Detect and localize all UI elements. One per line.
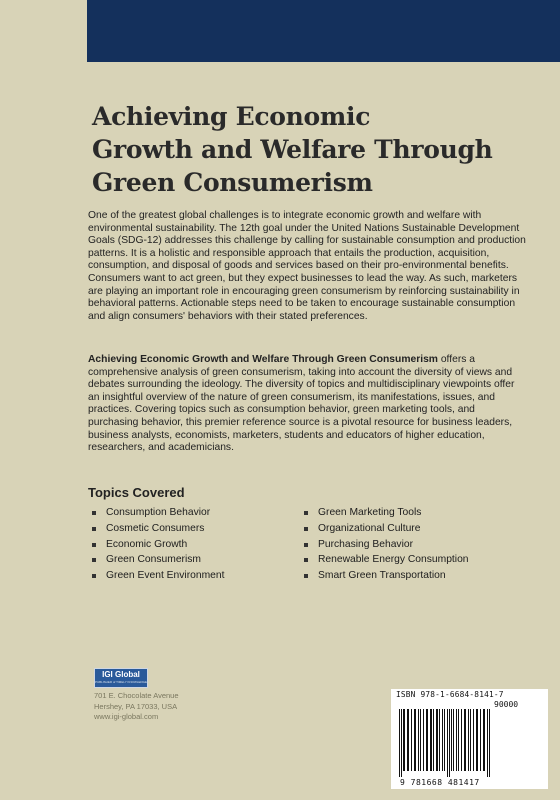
topic-item: Green Marketing Tools — [304, 505, 469, 521]
topic-item: Cosmetic Consumers — [92, 521, 224, 537]
topic-item: Green Event Environment — [92, 568, 224, 584]
topic-item: Consumption Behavior — [92, 505, 224, 521]
barcode-bar — [439, 709, 440, 771]
barcode-bar — [447, 709, 448, 777]
barcode-bar — [480, 709, 481, 771]
barcode-bar — [420, 709, 421, 771]
barcode-bar — [444, 709, 445, 771]
logo-tagline: PUBLISHER of TIMELY KNOWLEDGE — [95, 680, 148, 684]
barcode-bar — [411, 709, 412, 771]
title-line-1: Achieving Economic — [92, 102, 371, 131]
topic-item: Economic Growth — [92, 537, 224, 553]
isbn-label: ISBN 978-1-6684-8141-7 — [396, 690, 504, 699]
barcode-bar — [449, 709, 450, 777]
logo-name: IGI Global — [102, 670, 140, 679]
barcode-bar — [487, 709, 488, 777]
description-paragraph-1: One of the greatest global challenges is to integrate economic growth and welfare with environmental sustainability. The 12th goal under the United Nations Sustainable Development Goals (SDG-12) addresses this challenge by calling for sustainable consumption and production patterns. It is a holistic and responsible approach that entails the production, acquisition, consumption, and disposal of goods and services based on their pro-environmental benefits. Consumers want to act green, but they expect businesses to lead the way. As such, marketers are playing an important role in encouraging green consumerism by reinforcing sustainability in behavioral patterns. Actionable steps need to be taken to encourage sustainable consumption and align consumers' behaviors with their stated preferences. — [88, 210, 526, 322]
barcode-bar — [407, 709, 409, 771]
barcode-bar — [401, 709, 402, 777]
barcode-bar — [456, 709, 457, 771]
topics-list-left — [92, 505, 224, 584]
topic-item: Renewable Energy Consumption — [304, 552, 469, 568]
barcode-bar — [451, 709, 452, 771]
topics-heading: Topics Covered — [88, 485, 185, 500]
address-street: 701 E. Chocolate Avenue — [94, 691, 179, 700]
barcode-bar — [468, 709, 469, 771]
topic-item: Organizational Culture — [304, 521, 469, 537]
address-city: Hershey, PA 17033, USA — [94, 701, 178, 711]
barcode-bar — [423, 709, 424, 771]
topic-item: Smart Green Transportation — [304, 568, 469, 584]
barcode-bar — [442, 709, 443, 771]
barcode-bar — [430, 709, 432, 771]
barcode-bar — [403, 709, 405, 771]
topics-list-right — [304, 505, 469, 584]
barcode-bar — [458, 709, 459, 771]
barcode-bar — [426, 709, 428, 771]
publisher-address — [94, 691, 179, 723]
barcode-bar — [414, 709, 416, 771]
description-paragraph-2 — [88, 354, 528, 455]
barcode-number: 9 781668 481417 — [400, 778, 480, 787]
barcode-bar — [470, 709, 471, 771]
publisher-website: www.igi-global.com — [94, 712, 159, 721]
barcode-bar — [399, 709, 400, 777]
barcode-bar — [476, 709, 478, 771]
barcode-bar — [436, 709, 438, 771]
price-code: 90000 — [494, 700, 519, 709]
book-title — [92, 100, 532, 199]
topic-item: Green Consumerism — [92, 552, 224, 568]
title-line-3: Green Consumerism — [92, 168, 373, 197]
book-title-inline: Achieving Economic Growth and Welfare Through Green Consumerism — [88, 354, 438, 365]
barcode-bar — [464, 709, 466, 771]
paragraph-2-text: offers a comprehensive analysis of green consumerism, taking into account the diversity of views and debates surrounding the ideology. The diversity of topics and multidisciplinary viewpoints offer an insightful overview of the nature of green consumerism, its manifestations, issues, and practices. Covering topics such as consumption behavior, green marketing tools, and purchasing behavior, this premier reference source is a pivotal resource for business leaders, business analysts, economists, marketers, students and educators of higher education, researchers, and academicians. — [88, 354, 515, 454]
barcode-bar — [483, 709, 485, 771]
igi-global-logo — [94, 668, 148, 688]
title-line-2: Growth and Welfare Through — [92, 135, 493, 164]
barcode-bar — [433, 709, 434, 771]
barcode-bar — [461, 709, 462, 771]
barcode-bar — [418, 709, 419, 771]
cover-top-band — [87, 0, 560, 62]
topic-item: Purchasing Behavior — [304, 537, 469, 553]
barcode-bar — [453, 709, 454, 771]
barcode-bar — [489, 709, 490, 777]
barcode-bar — [473, 709, 474, 771]
isbn-barcode — [397, 709, 543, 777]
